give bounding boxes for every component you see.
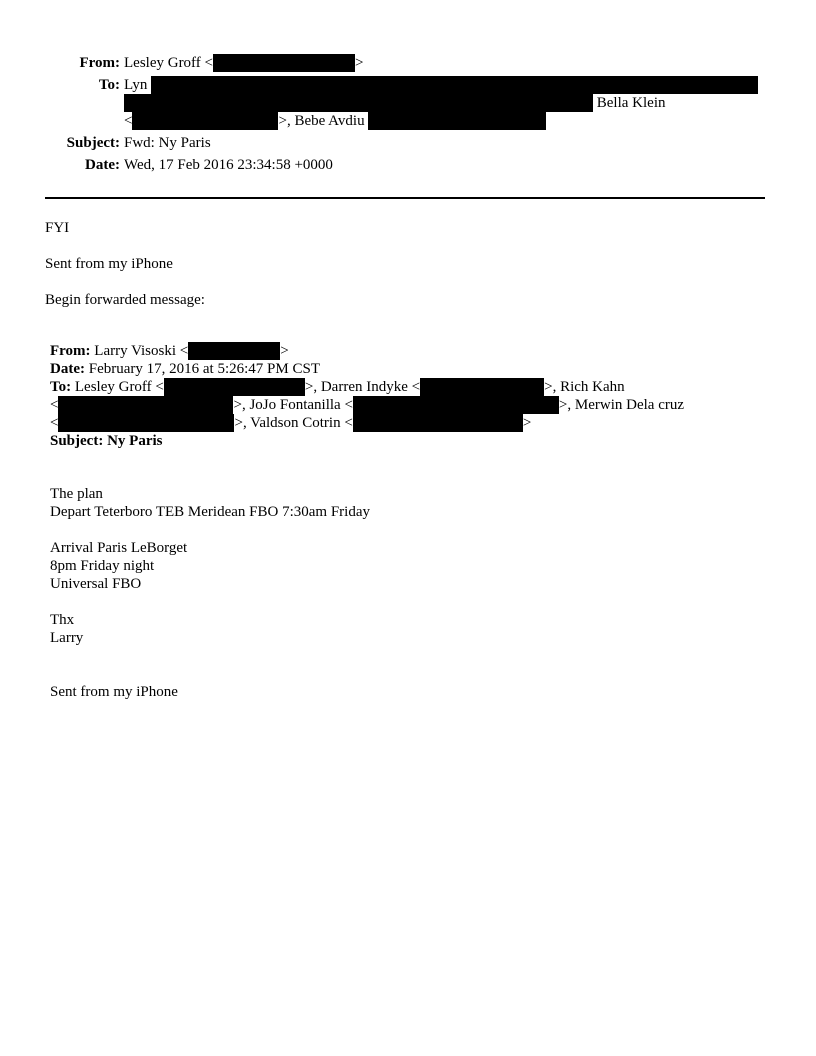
fwd-subject-label: Subject: (50, 433, 104, 449)
from-value: Lesley Groff (124, 55, 201, 71)
to-name-bebe: , Bebe Avdiu (286, 113, 365, 129)
fwd-to-fontanilla: , JoJo Fontanilla (241, 397, 341, 413)
fwd-body-line: The plan (50, 486, 103, 502)
fwd-to-groff: Lesley Groff (74, 379, 152, 395)
fwd-to-line-3: < >, Valdson Cotrin < > (50, 415, 532, 431)
fwd-subject-value: Ny Paris (107, 433, 163, 449)
to-line-2 (124, 94, 665, 112)
date-value: Wed, 17 Feb 2016 23:34:58 +0000 (124, 157, 333, 173)
fwd-date-line (50, 360, 320, 378)
redaction-box (420, 378, 544, 396)
fwd-from-value: Larry Visoski (94, 343, 177, 359)
redaction-box (213, 54, 355, 72)
redaction-box (353, 396, 559, 414)
fwd-date-label: Date: (50, 361, 85, 377)
fwd-body-line: Larry (50, 630, 84, 646)
to-value: Lyn (124, 77, 148, 93)
fwd-from-line: From: Larry Visoski < > (50, 343, 289, 359)
body-begin-forwarded: Begin forwarded message: (45, 292, 205, 308)
fwd-body-line: Depart Teterboro TEB Meridean FBO 7:30am Friday (50, 504, 370, 520)
from-line: Lesley Groff < > (124, 55, 364, 71)
fwd-to-delacruz: , Merwin Dela cruz (567, 397, 685, 413)
fwd-to-indyke: , Darren Indyke (313, 379, 408, 395)
redaction-box (58, 396, 233, 414)
redaction-box (58, 414, 234, 432)
redaction-box (164, 378, 305, 396)
subject-value: Fwd: Ny Paris (124, 135, 211, 151)
to-name-bella: Bella Klein (596, 95, 666, 111)
to-label: To: (98, 77, 120, 93)
redaction-box (368, 112, 546, 130)
fwd-body-line: Thx (50, 612, 75, 628)
redaction-box (151, 76, 758, 94)
fwd-to-line-1: To: Lesley Groff < >, Darren Indyke < >, Rich Kahn (50, 379, 625, 395)
from-label: From: (79, 55, 120, 71)
redaction-box (353, 414, 523, 432)
redaction-box (124, 94, 593, 112)
header-divider (45, 197, 765, 199)
body-fyi: FYI (45, 220, 70, 236)
fwd-subject-line (50, 432, 163, 450)
redaction-box (132, 112, 278, 130)
fwd-sent-from: Sent from my iPhone (50, 684, 178, 700)
fwd-from-label: From: (50, 343, 91, 359)
fwd-to-line-2: < >, JoJo Fontanilla < >, Merwin Dela cruz (50, 397, 685, 413)
fwd-to-label: To: (50, 379, 72, 395)
fwd-body-line: Universal FBO (50, 576, 142, 592)
body-sent-from: Sent from my iPhone (45, 256, 173, 272)
fwd-date-value: February 17, 2016 at 5:26:47 PM CST (88, 361, 320, 377)
to-line-3: < >, Bebe Avdiu (124, 112, 546, 130)
fwd-to-cotrin: , Valdson Cotrin (242, 415, 341, 431)
redaction-box (188, 342, 280, 360)
fwd-body-line: Arrival Paris LeBorget (50, 540, 188, 556)
to-line-1 (124, 76, 758, 94)
subject-label: Subject: (66, 135, 120, 151)
date-label: Date: (85, 157, 120, 173)
fwd-body-line: 8pm Friday night (50, 558, 155, 574)
fwd-to-kahn: , Rich Kahn (552, 379, 625, 395)
